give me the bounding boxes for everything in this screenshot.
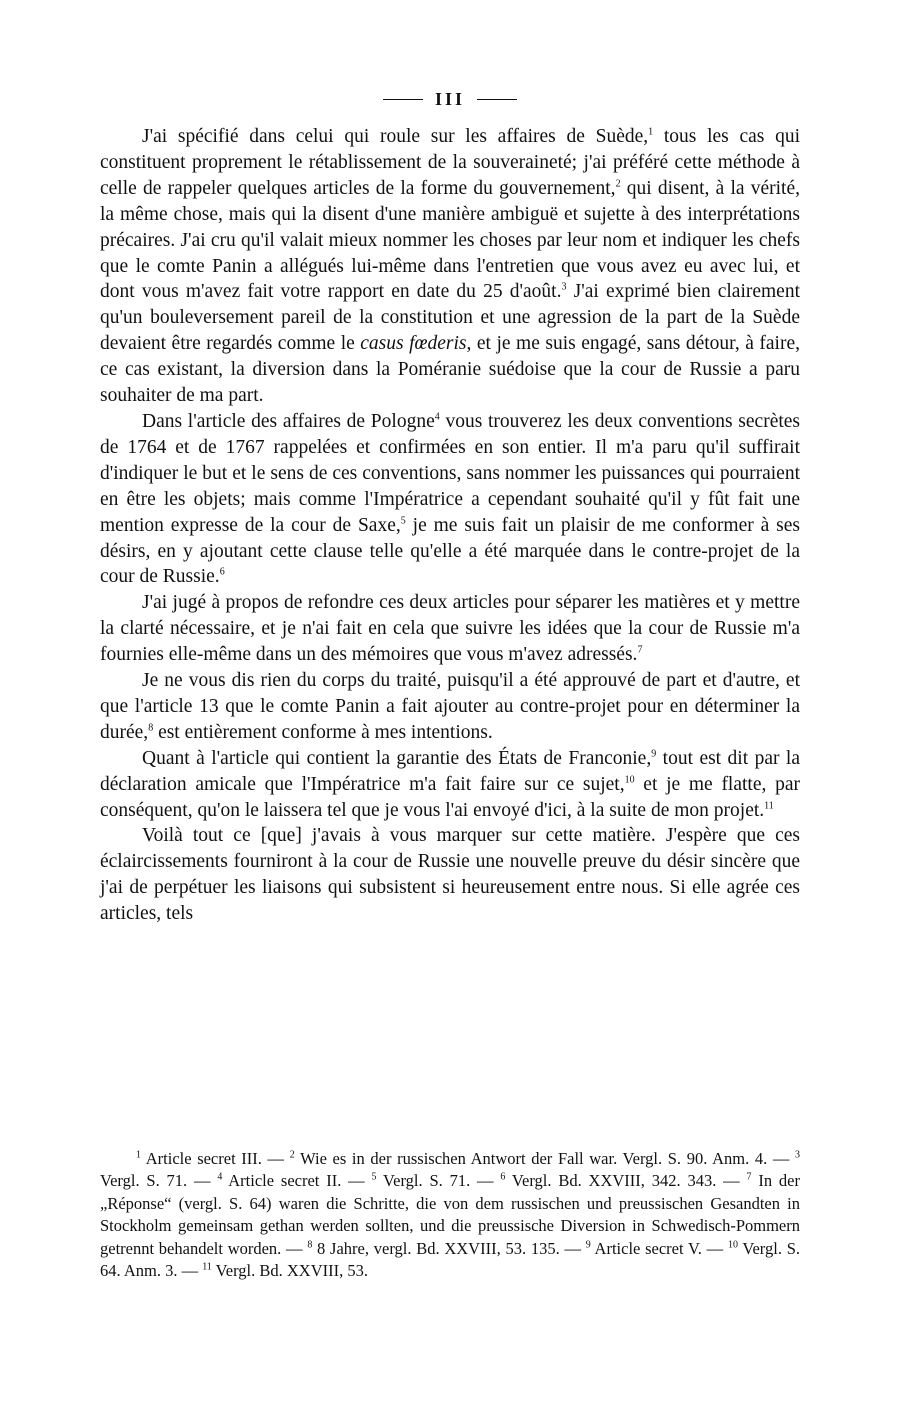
text-run: J'ai exprimé bien clairement qu'un bouleversement pareil de la constitution et une agression de la part de la Suède devaient être regardés comme le [100,281,801,355]
text-run: J'ai jugé à propos de refondre ces deux articles pour séparer les matières et y mettre la clarté nécessaire, et je n'ai fait en cela que suivre les idées que la cour de Russie m'a fournies elle-même dans un des mémoires que vous m'avez adressés. [100,592,800,666]
footnote-reference: 5 [371,1171,377,1183]
text-run: qui disent, à la vérité, la même chose, mais qui la disent d'une manière ambiguë et sujette à des interprétations précaires. J'ai cru qu'il valait mieux nommer les choses par leur nom et indiquer les chefs que le comte Panin a allégués lui-même dans l'entretien que vous avez eu avec lui, et dont vous m'avez fait votre rapport en date du 25 d'août. [100,177,800,303]
footnote-reference: 5 [400,515,406,527]
footnote-reference: 4 [434,411,440,423]
header-rule-right [477,99,517,100]
footnote-reference: 10 [727,1239,738,1251]
text-run: 8 Jahre, vergl. Bd. XXVIII, 53. 135. — [312,1238,586,1258]
text-run: Vergl. S. 64. Anm. 3. — [100,1238,801,1281]
text-run: Vergl. Bd. XXVIII, 53. [211,1261,368,1281]
footnotes [100,1148,800,1282]
body-text [100,124,800,927]
page [100,84,800,927]
text-run: Wie es in der russischen Antwort der Fall war. Vergl. S. 90. Anm. 4. — [294,1149,796,1168]
footnote-reference: 9 [651,748,657,760]
footnote-reference: 3 [561,281,567,293]
footnote-reference: 7 [746,1171,752,1183]
text-run: Je ne vous dis rien du corps du traité, puisqu'il a été approuvé de part et d'autre, et que l'article 13 que le comte Panin a fait ajouter au contre-projet pour en déterminer la durée, [100,670,800,743]
header-rule-left [383,99,423,100]
text-run: tous les cas qui constituent proprement le rétablissement de la souveraineté; j'ai préféré cette méthode à celle de rappeler quelques articles de la forme du gouvernement, [100,126,800,199]
text-run: est entièrement conforme à mes intentions. [153,721,493,743]
page-number: III [434,88,465,109]
text-run: Vergl. S. 71. — [100,1171,218,1191]
text-run: Quant à l'article qui contient la garantie des États de Franconie, [142,747,652,769]
paragraph [100,746,800,824]
paragraph [100,823,800,927]
footnote-reference: 10 [624,774,635,786]
text-run: je me suis fait un plaisir de me conformer à ses désirs, en y ajoutant cette clause telle qu'elle a été marquée dans le contre-projet de la cour de Russie. [100,514,801,588]
text-run: , et je me suis engagé, sans détour, à faire, ce cas existant, la diversion dans la Poméranie suédoise que la cour de Russie a paru souhaiter de ma part. [100,333,801,407]
text-run: tout est dit par la déclaration amicale que l'Impératrice m'a fait faire sur ce sujet, [100,747,800,795]
footnote-reference: 3 [795,1149,801,1161]
footnote-reference: 6 [219,566,225,578]
paragraph [100,124,800,409]
footnote-reference: 8 [148,722,154,734]
text-run: J'ai spécifié dans celui qui roule sur les affaires de Suède, [142,126,649,147]
text-run: et je me flatte, par conséquent, qu'on le laissera tel que je vous l'ai envoyé d'ici, à la suite de mon projet. [100,773,800,821]
footnote-reference: 4 [217,1171,223,1183]
paragraph [100,668,800,746]
text-run: Article secret III. — [141,1149,290,1168]
text-run: Vergl. Bd. XXVIII, 342. 343. — [505,1171,747,1191]
footnote-reference: 1 [648,126,654,138]
text-run: Article secret V. — [590,1238,728,1258]
text-run: In der „Réponse“ (vergl. S. 64) waren die Schritte, die von dem russischen und preussischen Gesandten in Stockholm gemeinsam gethan werden sollten, und die preussische Diversion in Schwedisch-Pommern getrennt behandelt worden. — [100,1171,800,1258]
footnote-reference: 7 [637,644,643,656]
text-run: Vergl. S. 71. — [376,1171,501,1191]
text-run: Dans l'article des affaires de Pologne [142,410,435,432]
paragraph [100,590,800,668]
text-run: Article secret II. — [222,1171,372,1191]
footnote-reference: 2 [615,178,621,190]
footnote-reference: 2 [289,1149,295,1161]
footnote-reference: 1 [136,1149,141,1161]
footnote-reference: 6 [500,1171,506,1183]
text-run: vous trouverez les deux conventions secrètes de 1764 et de 1767 rappelées et confirmées en son entier. Il m'a paru qu'il suffirait d'indiquer le but et le sens de ces conventions, sans nommer les puissances qui pourraient en être les objets; mais comme l'Impératrice a cependant souhaité qu'il y fût fait une mention expresse de la cour de Saxe, [100,410,801,536]
paragraph [100,409,800,590]
footnote-reference: 11 [764,800,774,812]
footnote-reference: 8 [307,1239,313,1251]
text-run: Voilà tout ce [que] j'avais à vous marquer sur cette matière. J'espère que ces éclaircissements fourniront à la cour de Russie une nouvelle preuve du désir sincère que j'ai de perpétuer les liaisons qui subsistent si heureusement entre nous. Si elle agrée ces articles, tels [100,825,800,925]
footnote-reference: 11 [202,1261,212,1273]
italic-text: casus fœderis [360,333,467,355]
footnote-reference: 9 [585,1239,591,1251]
page-header [100,84,800,114]
